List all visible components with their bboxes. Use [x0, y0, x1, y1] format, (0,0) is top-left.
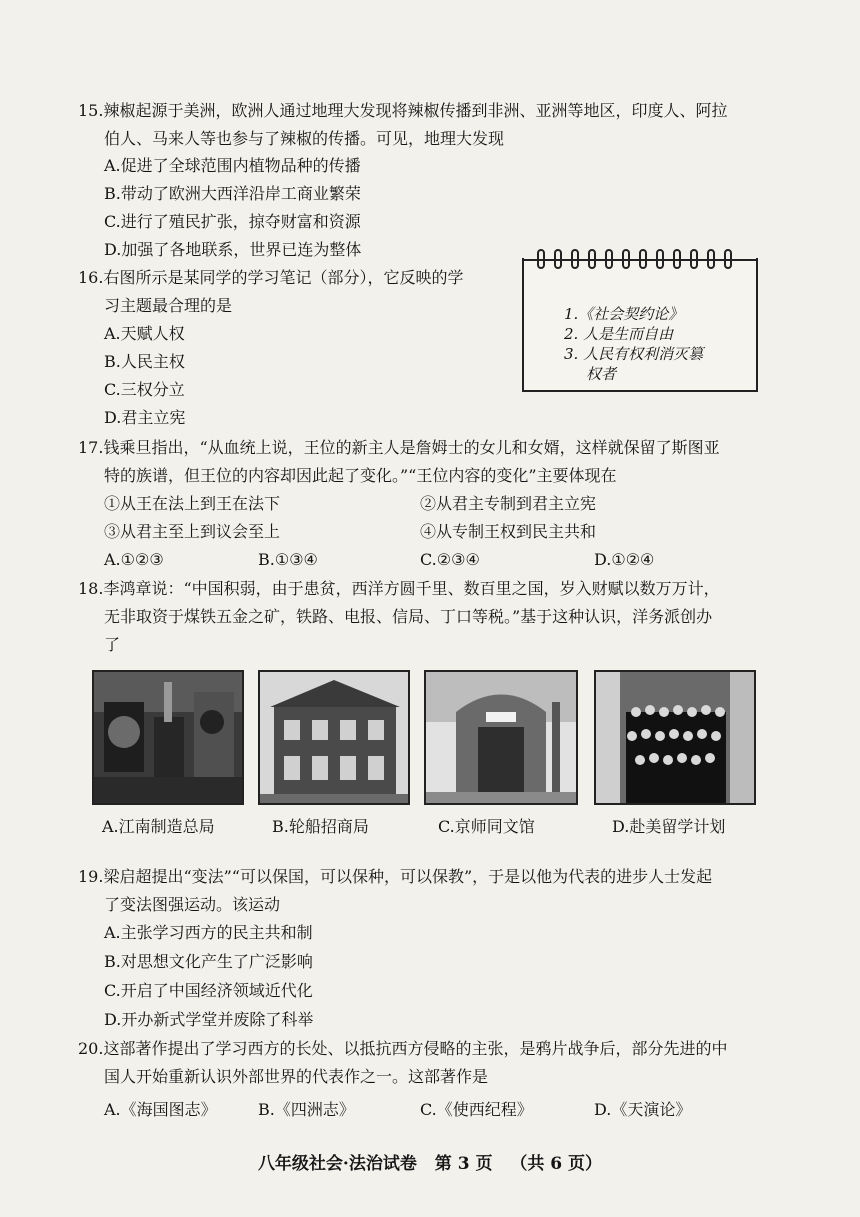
q19-option-a: A.主张学习西方的民主共和制	[104, 923, 313, 942]
note-line-3: 3. 人民有权利消灭篡	[564, 345, 704, 363]
group-portrait-icon	[596, 672, 754, 803]
footer-exam-title: 八年级社会·法治试卷	[257, 1154, 417, 1174]
study-notebook-figure	[522, 258, 758, 392]
photo-jiangnan-arsenal	[92, 670, 244, 805]
q18-stem-line-3: 了	[104, 635, 121, 654]
q16-option-b: B.人民主权	[104, 352, 185, 371]
q20-option-a: A.《海国图志》	[104, 1100, 217, 1119]
q15-option-b: B.带动了欧洲大西洋沿岸工商业繁荣	[104, 184, 361, 203]
q18-option-a: A.江南制造总局	[102, 817, 215, 836]
q17-option-c: C.②③④	[420, 550, 480, 569]
note-line-4: 权者	[586, 365, 617, 383]
q15-option-a: A.促进了全球范围内植物品种的传播	[104, 156, 361, 175]
photo-tongwen-guan	[424, 670, 578, 805]
notebook-spiral-icon	[524, 248, 756, 272]
q16-option-c: C.三权分立	[104, 380, 185, 399]
q15-option-c: C.进行了殖民扩张，掠夺财富和资源	[104, 212, 361, 231]
q19-option-b: B.对思想文化产生了广泛影响	[104, 952, 313, 971]
gate-icon	[426, 672, 576, 803]
q18-option-b: B.轮船招商局	[272, 817, 369, 836]
q20-option-c: C.《使西纪程》	[420, 1100, 533, 1119]
q17-item-4: ④从专制王权到民主共和	[420, 522, 597, 541]
q20-stem-line-2: 国人开始重新认识外部世界的代表作之一。这部著作是	[104, 1067, 489, 1086]
q20-stem-line-1: 20.这部著作提出了学习西方的长处、以抵抗西方侵略的主张，是鸦片战争后，部分先进的中	[78, 1039, 728, 1058]
q18-option-d: D.赴美留学计划	[612, 817, 726, 836]
q19-stem-line-2: 了变法图强运动。该运动	[104, 895, 281, 914]
q19-option-c: C.开启了中国经济领域近代化	[104, 981, 313, 1000]
q16-stem-line-1: 16.右图所示是某同学的学习笔记（部分），它反映的学	[78, 268, 464, 287]
building-icon	[260, 672, 408, 803]
q15-stem-line-1: 15.辣椒起源于美洲，欧洲人通过地理大发现将辣椒传播到非洲、亚洲等地区，印度人、阿拉	[78, 101, 728, 120]
q17-option-d: D.①②④	[594, 550, 655, 569]
q17-option-a: A.①②③	[104, 550, 164, 569]
q16-option-a: A.天赋人权	[104, 324, 185, 343]
photo-study-abroad-students	[594, 670, 756, 805]
q18-option-c: C.京师同文馆	[438, 817, 535, 836]
note-line-2: 2. 人是生而自由	[564, 325, 674, 343]
note-line-1: 1.《社会契约论》	[564, 305, 684, 323]
q16-option-d: D.君主立宪	[104, 408, 186, 427]
q17-stem-line-2: 特的族谱，但王位的内容却因此起了变化。”“王位内容的变化”主要体现在	[104, 466, 617, 485]
q17-option-b: B.①③④	[258, 550, 318, 569]
q19-stem-line-1: 19.梁启超提出“变法”“可以保国，可以保种，可以保教”，于是以他为代表的进步人士发起	[78, 867, 713, 886]
q17-item-3: ③从君主至上到议会至上	[104, 522, 281, 541]
q17-stem-line-1: 17.钱乘旦指出，“从血统上说，王位的新主人是詹姆士的女儿和女婿，这样就保留了斯图亚	[78, 438, 720, 457]
q19-option-d: D.开办新式学堂并废除了科举	[104, 1010, 314, 1029]
q20-option-b: B.《四洲志》	[258, 1100, 355, 1119]
page-footer	[0, 1149, 860, 1174]
q16-stem-line-2: 习主题最合理的是	[104, 296, 233, 315]
q20-option-d: D.《天演论》	[594, 1100, 692, 1119]
q18-stem-line-2: 无非取资于煤铁五金之矿，铁路、电报、信局、丁口等税。”基于这种认识，洋务派创办	[104, 607, 713, 626]
q15-option-d: D.加强了各地联系，世界已连为整体	[104, 240, 362, 259]
footer-total-pages: （共 6 页）	[510, 1154, 603, 1174]
q18-stem-line-1: 18.李鸿章说：“中国积弱，由于患贫，西洋方圆千里、数百里之国，岁入财赋以数万万计，	[78, 579, 720, 598]
q17-item-2: ②从君主专制到君主立宪	[420, 494, 597, 513]
photo-steamship-bureau	[258, 670, 410, 805]
factory-machinery-icon	[94, 672, 242, 803]
footer-page-number: 第 3 页	[434, 1154, 493, 1174]
q17-item-1: ①从王在法上到王在法下	[104, 494, 281, 513]
q15-stem-line-2: 伯人、马来人等也参与了辣椒的传播。可见，地理大发现	[104, 129, 505, 148]
